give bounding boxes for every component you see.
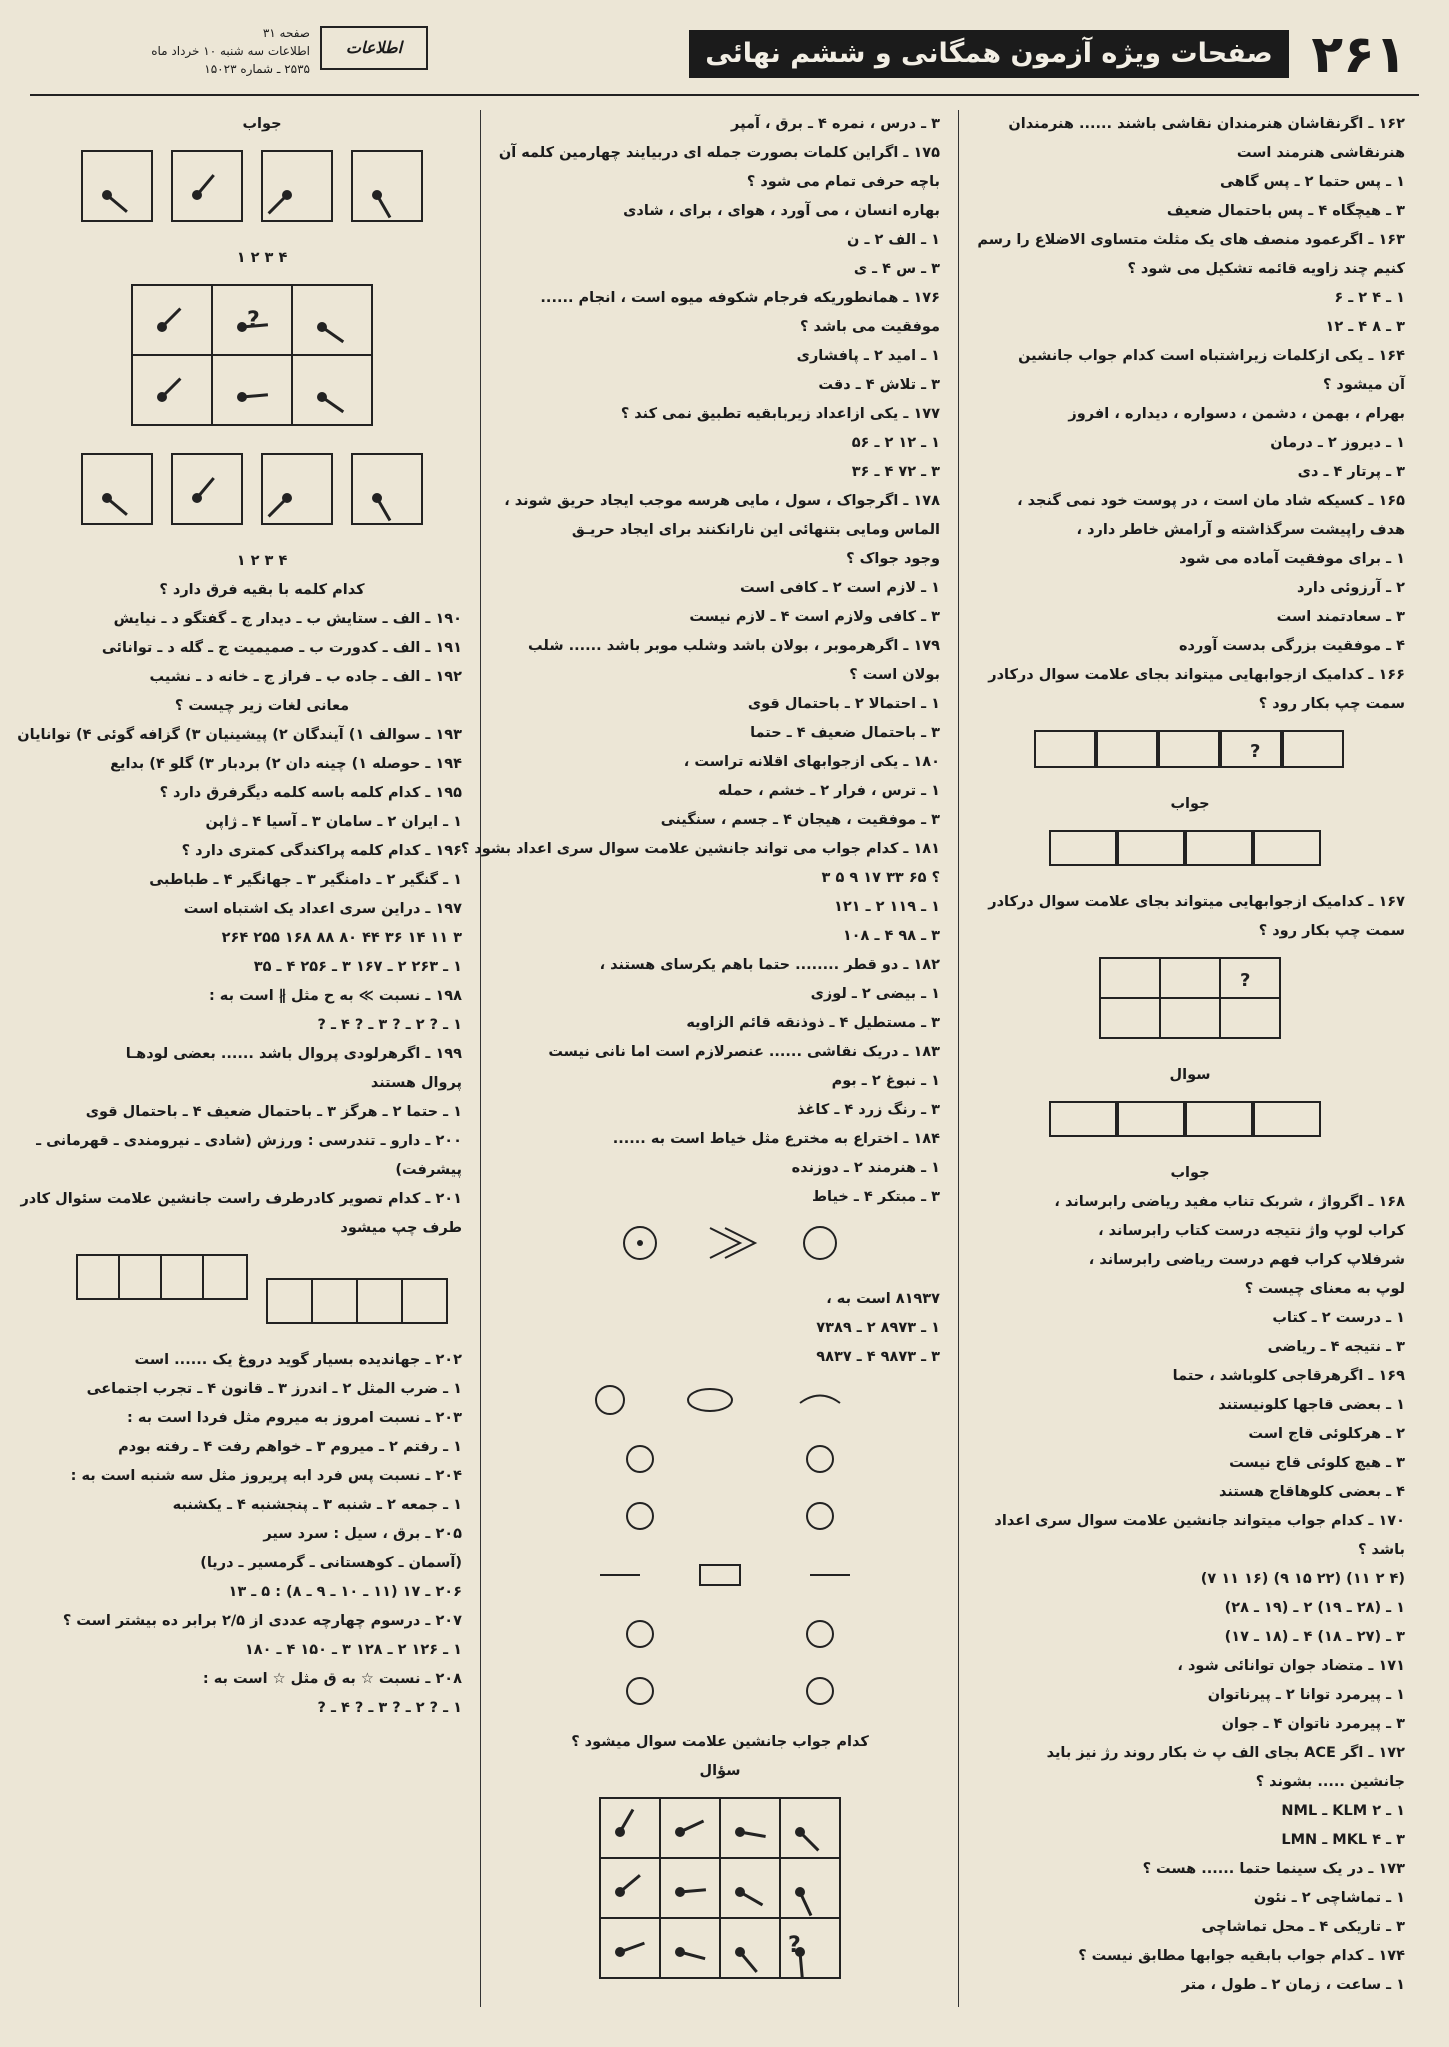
question-line: ۴ ـ بعضی کلوهاقاج هستند bbox=[1219, 1484, 1405, 1500]
question-line: ۳ ـ ۸ ۴ ـ ۱۲ bbox=[1325, 319, 1405, 335]
question-line: ۲۰۶ ـ ۱۷ (۱۱ ـ ۱۰ ـ ۹ ـ ۸) : ۵ ـ ۱۳ bbox=[228, 1584, 462, 1600]
svg-text:?: ? bbox=[788, 1933, 801, 1958]
question-line: موفقیت می باشد ؟ bbox=[800, 319, 940, 335]
question-line: ۳ ـ باحتمال ضعیف ۴ ـ حتما bbox=[750, 725, 940, 741]
question-line: ۱۸۲ ـ دو قطر ........ حتما باهم یکرسای هستند ، bbox=[599, 957, 940, 973]
question-line: ۳ ـ تاریکی ۴ ـ محل تماشاچی bbox=[1201, 1919, 1405, 1935]
question-line: ۱ ـ گنگیر ۲ ـ دامنگیر ۳ ـ جهانگیر ۴ ـ طباطبی bbox=[149, 872, 462, 888]
question-line: ۳ ـ هیچ کلوئی قاج نیست bbox=[1229, 1455, 1405, 1471]
question-line: ۱۹۲ ـ الف ـ جاده ب ـ فراز ج ـ خانه د ـ نشیب bbox=[149, 669, 462, 685]
svg-text:?: ? bbox=[247, 308, 260, 333]
question-line: ۱۷۴ ـ کدام جواب بابقیه جوابها مطابق نیست ؟ bbox=[1078, 1948, 1405, 1964]
question-line: ۲۰۸ ـ نسبت ☆ به ق مثل ☆ است به : bbox=[202, 1671, 462, 1687]
question-line: ۳ ـ پیرمرد ناتوان ۴ ـ جوان bbox=[1221, 1716, 1405, 1732]
question-line: ۱۹۳ ـ سوالف ۱) آیندگان ۲) پیشینیان ۳) گزافه گوئی ۴) توانایان bbox=[17, 727, 462, 743]
question-line: ۳ ـ موفقیت ، هیجان ۴ ـ جسم ، سنگینی bbox=[660, 812, 940, 828]
question-line: ۱ ـ ? ۲ ـ ? ۳ ـ ? ۴ ـ ? bbox=[317, 1700, 462, 1716]
question-line: وجود جواک ؟ bbox=[846, 551, 940, 567]
question-line: الماس ومایی بتنهائی این نارانکنند برای ایجاد حریـق bbox=[571, 522, 940, 538]
svg-text:?: ? bbox=[1240, 970, 1251, 991]
question-line: کراب لوپ واژ نتیجه درست کتاب رابرساند ، bbox=[1098, 1223, 1405, 1239]
question-line: کدام کلمه با بقیه فرق دارد ؟ bbox=[159, 582, 365, 598]
question-line: ۱ ـ ۱۲ ۲ ـ ۵۶ bbox=[851, 435, 940, 451]
puzzle-figure bbox=[500, 1378, 940, 1433]
question-line: بهرام ، بهمن ، دشمن ، دسواره ، دیداره ، افروز bbox=[1068, 406, 1405, 422]
question-line: معانی لغات زیر چیست ؟ bbox=[174, 698, 350, 714]
question-line: ۱۶۹ ـ اگرهرقاجی کلوباشد ، حتما bbox=[1172, 1368, 1405, 1384]
question-line: (۴ ۲ ۱۱) (۲۲ ۱۵ ۹) (۱۶ ۱۱ ۷) bbox=[1200, 1571, 1405, 1587]
question-line: ۱۶۵ ـ کسیکه شاد مان است ، در پوست خود نمی گنجد ، bbox=[1017, 493, 1405, 509]
puzzle-figure bbox=[500, 1496, 940, 1547]
question-line: ۱ ـ برای موفقیت آماده می شود bbox=[1179, 551, 1405, 567]
puzzle-figure bbox=[975, 1096, 1405, 1153]
puzzle-figure bbox=[975, 952, 1405, 1055]
question-line: ۱ ـ ۱۲۶ ۲ ـ ۱۲۸ ۳ ـ ۱۵۰ ۴ ـ ۱۸۰ bbox=[244, 1642, 462, 1658]
masthead-info bbox=[80, 24, 310, 78]
question-line: کدام جواب جانشین علامت سوال میشود ؟ bbox=[571, 1734, 869, 1750]
question-line: بهاره انسان ، می آورد ، هوای ، برای ، شادی bbox=[623, 203, 940, 219]
question-line: ۱ ـ رفتم ۲ ـ میروم ۳ ـ خواهم رفت ۴ ـ رفته بودم bbox=[118, 1439, 462, 1455]
question-line: ۱۶۳ ـ اگرعمود منصف های یک مثلث متساوی الاضلاع را رسم bbox=[977, 232, 1405, 248]
question-line: ۴ ۳ ۲ ۱ bbox=[236, 553, 288, 569]
puzzle-figure bbox=[500, 1439, 940, 1490]
masthead bbox=[30, 22, 500, 88]
question-line: ۱ ـ ساعت ، زمان ۲ ـ طول ، متر bbox=[1181, 1977, 1405, 1993]
question-line: ۱۷۲ ـ اگر ACE بجای الف پ ث بکار روند رژ نیز باید bbox=[1046, 1745, 1405, 1761]
page-number: ۲۶۱ bbox=[1311, 25, 1407, 85]
question-line: ۳ ـ سعادتمند است bbox=[1276, 609, 1405, 625]
question-line: ۱۷۹ ـ اگرهرموبر ، بولان باشد وشلب موبر باشد ...... شلب bbox=[528, 638, 940, 654]
question-line: ۱ ـ لازم است ۲ ـ کافی است bbox=[740, 580, 940, 596]
section-banner: صفحات ویژه آزمون همگانی و ششم نهائی bbox=[689, 30, 1289, 78]
question-line: ۱۷۷ ـ یکی ازاعداد زیربابقیه تطبیق نمی کند ؟ bbox=[620, 406, 940, 422]
svg-text:?: ? bbox=[1250, 741, 1261, 762]
column-divider bbox=[958, 110, 959, 2007]
puzzle-figure bbox=[500, 1671, 940, 1722]
question-line: ۱۸۱ ـ کدام جواب می تواند جانشین علامت سوال سری اعداد بشود ؟ bbox=[460, 841, 940, 857]
question-line: ۳ ـ پرتار ۴ ـ دی bbox=[1297, 464, 1405, 480]
question-line: کنیم چند زاویه قائمه تشکیل می شود ؟ bbox=[1127, 261, 1405, 277]
question-line: ۱۶۶ ـ کدامیک ازجوابهایی میتواند بجای علامت سوال درکادر bbox=[988, 667, 1405, 683]
question-line: ۱۷۸ ـ اگرجواک ، سول ، مایی هرسه موجب ایجاد حریق شوند ، bbox=[504, 493, 940, 509]
question-line: ۳ ـ هیچگاه ۴ ـ پس باحتمال ضعیف bbox=[1166, 203, 1405, 219]
newspaper-logo: اطلاعات bbox=[320, 26, 428, 70]
question-line: ۱ ـ ضرب المثل ۲ ـ اندرز ۳ ـ قانون ۴ ـ تجرب اجتماعی bbox=[86, 1381, 462, 1397]
header-rule bbox=[30, 94, 1419, 96]
question-line: ۳ ـ نتیجه ۴ ـ ریاضی bbox=[1267, 1339, 1405, 1355]
question-line: باشد ؟ bbox=[1358, 1542, 1405, 1558]
mast-issue: ۲۵۳۵ ـ شماره ۱۵۰۲۳ bbox=[204, 62, 310, 76]
question-line: ۲۰۳ ـ نسبت امروز به میروم مثل فردا است به : bbox=[127, 1410, 462, 1426]
question-line: ۲۰۱ ـ کدام تصویر کادرطرف راست جانشین علامت سئوال کادر bbox=[20, 1191, 462, 1207]
question-line: ۱۹۵ ـ کدام کلمه باسه کلمه دیگرفرق دارد ؟ bbox=[159, 785, 462, 801]
question-line: ۱۷۳ ـ در یک سینما حتما ...... هست ؟ bbox=[1142, 1861, 1405, 1877]
puzzle-figure bbox=[62, 1249, 462, 1340]
question-line: ۱۹۶ ـ کدام کلمه پراکندگی کمتری دارد ؟ bbox=[181, 843, 462, 859]
question-line: ۱ ـ KLM ۲ ـ NML bbox=[1281, 1803, 1405, 1819]
question-line: ۲۰۰ ـ دارو ـ تندرسی : ورزش (شادی ـ نیرومندی ـ قهرمانی ـ bbox=[36, 1133, 462, 1149]
question-line: ۱ ـ دیروز ۲ ـ درمان bbox=[1270, 435, 1405, 451]
question-line: ۱۷۱ ـ متضاد جوان توانائی شود ، bbox=[1177, 1658, 1405, 1674]
question-line: ۳ ۱۱ ۱۴ ۳۶ ۴۴ ۸۰ ۸۸ ۱۶۸ ۲۵۵ ۲۶۴ bbox=[221, 930, 462, 946]
question-line: ۱۷۰ ـ کدام جواب میتواند جانشین علامت سوال سری اعداد bbox=[994, 1513, 1405, 1529]
question-line: ۳ ـ مبتکر ۴ ـ خیاط bbox=[811, 1189, 940, 1205]
question-line: ۱۹۱ ـ الف ـ کدورت ب ـ صمیمیت ج ـ گله د ـ توانائی bbox=[101, 640, 462, 656]
question-line: ۱ ـ ۸۹۷۳ ۲ ـ ۷۳۸۹ bbox=[816, 1320, 940, 1336]
question-line: ۳ ـ ۹۸۷۳ ۴ ـ ۹۸۳۷ bbox=[816, 1349, 940, 1365]
question-line: پیشرفت) bbox=[395, 1162, 462, 1178]
question-line: ۴ ۳ ۲ ۱ bbox=[236, 250, 288, 266]
question-line: ۱۸۳ ـ دریک نقاشی ...... عنصرلازم است اما نانی نیست bbox=[548, 1044, 940, 1060]
question-line: ۲ ـ آرزوئی دارد bbox=[1297, 580, 1405, 596]
question-line: ۳ ـ ۷۲ ۴ ـ ۳۶ bbox=[851, 464, 940, 480]
question-line: ۳ ـ MKL ۴ ـ LMN bbox=[1281, 1832, 1405, 1848]
question-line: ۱ ـ بیضی ۲ ـ لوزی bbox=[810, 986, 940, 1002]
question-line: لوپ به معنای چیست ؟ bbox=[1244, 1281, 1405, 1297]
question-line: ۱۹۸ ـ نسبت ≫ به ح مثل ∦ است به : bbox=[208, 988, 462, 1004]
question-line: پروال هستند bbox=[370, 1075, 462, 1091]
question-line: ۲ ـ هرکلوئی قاج است bbox=[1248, 1426, 1405, 1442]
question-line: باچه حرفی تمام می شود ؟ bbox=[746, 174, 940, 190]
puzzle-figure bbox=[975, 825, 1405, 882]
question-line: ۱۷۶ ـ همانطوریکه فرجام شکوفه میوه است ، انجام ...... bbox=[540, 290, 940, 306]
question-line: ۱۹۰ ـ الف ـ ستایش ب ـ دیدار ج ـ گفتگو د ـ نیایش bbox=[113, 611, 462, 627]
question-line: ۲۰۲ ـ جهاندیده بسیار گوید دروغ یک ...... است bbox=[134, 1352, 462, 1368]
question-line: سمت چپ بکار رود ؟ bbox=[1258, 696, 1405, 712]
question-line: ؟ ۶۵ ۳۳ ۱۷ ۹ ۵ ۳ bbox=[821, 870, 940, 886]
question-line: ۱ ـ ۱۱۹ ۲ ـ ۱۲۱ bbox=[833, 899, 940, 915]
question-line: ۲۰۷ ـ درسوم چهارچه عددی از ۲/۵ برابر ده بیشتر است ؟ bbox=[62, 1613, 462, 1629]
question-line: ۳ ـ س ۴ ـ ی bbox=[853, 261, 940, 277]
question-line: ۳ ـ درس ، نمره ۴ ـ برق ، آمپر bbox=[731, 116, 940, 132]
question-line: ۱ ـ تماشاچی ۲ ـ نئون bbox=[1253, 1890, 1405, 1906]
question-line: ۳ ـ مستطیل ۴ ـ ذوذنقه قائم الزاویه bbox=[686, 1015, 940, 1031]
question-line: ۱ ـ ایران ۲ ـ سامان ۳ ـ آسیا ۴ ـ ژاپن bbox=[205, 814, 462, 830]
question-line: ۱۹۴ ـ حوصله ۱) چینه دان ۲) بردبار ۳) گلو ۴) بدایع bbox=[110, 756, 462, 772]
question-line: ۴ ـ موفقیت بزرگی بدست آورده bbox=[1179, 638, 1405, 654]
question-line: ۱۸۴ ـ اختراع به مخترع مثل خیاط است به ...... bbox=[612, 1131, 940, 1147]
puzzle-figure bbox=[500, 1614, 940, 1665]
question-line: شرفلاپ کراب فهم درست ریاضی رابرساند ، bbox=[1088, 1252, 1405, 1268]
question-line: سؤال bbox=[699, 1763, 741, 1779]
mast-page: صفحه ۳۱ bbox=[262, 26, 310, 40]
puzzle-figure bbox=[62, 279, 462, 442]
puzzle-figure bbox=[975, 725, 1405, 784]
column-divider bbox=[480, 110, 481, 2007]
question-line: ۱ ـ بعضی قاجها کلونیستند bbox=[1218, 1397, 1405, 1413]
puzzle-figure bbox=[500, 1553, 940, 1608]
question-line: هدف راپیشت سرگذاشته و آرامش خاطر دارد ، bbox=[1076, 522, 1405, 538]
question-line: ۱ ـ پیرمرد توانا ۲ ـ پیرناتوان bbox=[1207, 1687, 1405, 1703]
question-line: ۱ ـ نبوغ ۲ ـ بوم bbox=[831, 1073, 940, 1089]
question-line: (آسمان ـ کوهستانی ـ گرمسیر ـ دریا) bbox=[200, 1555, 462, 1571]
mast-date: اطلاعات سه شنبه ۱۰ خرداد ماه bbox=[151, 44, 310, 58]
question-line: هنرنقاشی هنرمند است bbox=[1236, 145, 1405, 161]
question-line: بولان است ؟ bbox=[849, 667, 940, 683]
question-line: ۱۸۰ ـ یکی ازجوابهای اقلانه تراست ، bbox=[683, 754, 940, 770]
puzzle-figure bbox=[500, 1792, 940, 1995]
question-line: ۱ ـ الف ۲ ـ ن bbox=[847, 232, 940, 248]
question-line: ۳ ـ کافی ولازم است ۴ ـ لازم نیست bbox=[689, 609, 940, 625]
question-line: ۱ ـ حتما ۲ ـ هرگز ۳ ـ باحتمال ضعیف ۴ ـ باحتمال قوی bbox=[85, 1104, 462, 1120]
question-line: ۱ ـ ? ۲ ـ ? ۳ ـ ? ۴ ـ ? bbox=[317, 1017, 462, 1033]
question-line: ۲۰۴ ـ نسبت پس فرد ابه پریروز مثل سه شنبه است به : bbox=[70, 1468, 462, 1484]
question-line: آن میشود ؟ bbox=[1322, 377, 1405, 393]
question-line: جواب bbox=[1170, 796, 1210, 812]
question-line: ۳ ـ رنگ زرد ۴ ـ کاغذ bbox=[797, 1102, 940, 1118]
question-line: ۸۱۹۳۷ است به ، bbox=[826, 1291, 940, 1307]
question-line: ۱ ـ پس حتما ۲ ـ پس گاهی bbox=[1220, 174, 1405, 190]
question-line: جواب bbox=[1170, 1165, 1210, 1181]
question-line: جانشین ..... بشوند ؟ bbox=[1255, 1774, 1405, 1790]
column-left bbox=[17, 110, 462, 2007]
question-line: سمت چپ بکار رود ؟ bbox=[1258, 923, 1405, 939]
question-line: طرف چپ میشود bbox=[340, 1220, 462, 1236]
question-line: ۱۶۷ ـ کدامیک ازجوابهایی میتواند بجای علامت سوال درکادر bbox=[988, 894, 1405, 910]
question-line: ۲۰۵ ـ برق ، سیل : سرد سیر bbox=[263, 1526, 462, 1542]
question-line: ۱ ـ (۲۸ ـ ۱۹) ۲ ـ (۱۹ ـ ۲۸) bbox=[1224, 1600, 1405, 1616]
question-line: ۱۶۴ ـ یکی ازکلمات زیراشتباه است کدام جواب جانشین bbox=[1018, 348, 1405, 364]
question-line: ۱ ـ احتمالا ۲ ـ باحتمال قوی bbox=[747, 696, 940, 712]
question-line: ۱۶۲ ـ اگرنقاشان هنرمندان نقاشی باشند ...... هنرمندان bbox=[1008, 116, 1405, 132]
puzzle-figure bbox=[62, 145, 462, 238]
column-middle bbox=[460, 110, 940, 2007]
question-line: ۳ ـ ۹۸ ۴ ـ ۱۰۸ bbox=[842, 928, 940, 944]
question-line: ۱۹۷ ـ دراین سری اعداد یک اشتباه است bbox=[183, 901, 462, 917]
question-line: ۱ ـ ۲۶۳ ۲ ـ ۱۶۷ ۳ ـ ۲۵۶ ۴ ـ ۳۵ bbox=[253, 959, 462, 975]
question-line: ۱ ـ درست ۲ ـ کتاب bbox=[1272, 1310, 1405, 1326]
question-line: جواب bbox=[242, 116, 282, 132]
question-line: ۱ ـ هنرمند ۲ ـ دوزنده bbox=[791, 1160, 940, 1176]
question-line: ۱۶۸ ـ اگرواژ ، شربک تناب مفید ریاضی رابرساند ، bbox=[1054, 1194, 1405, 1210]
page-header bbox=[30, 22, 1419, 88]
question-line: سوال bbox=[1169, 1067, 1211, 1083]
question-line: ۱ ـ ۴ ۲ ـ ۶ bbox=[1334, 290, 1405, 306]
question-line: ۱ ـ امید ۲ ـ پافشاری bbox=[796, 348, 940, 364]
question-line: ۱ ـ ترس ، فرار ۲ ـ خشم ، حمله bbox=[718, 783, 940, 799]
puzzle-figure bbox=[62, 448, 462, 541]
question-line: ۳ ـ تلاش ۴ ـ دقت bbox=[818, 377, 940, 393]
question-line: ۳ ـ (۲۷ ـ ۱۸) ۴ ـ (۱۸ ـ ۱۷) bbox=[1224, 1629, 1405, 1645]
question-line: ۱۷۵ ـ اگراین کلمات بصورت جمله ای دربیایند چهارمین کلمه آن bbox=[498, 145, 940, 161]
column-right bbox=[975, 110, 1405, 2007]
question-line: ۱۹۹ ـ اگرهرلودی پروال باشد ...... بعضی لودهـا bbox=[125, 1046, 462, 1062]
question-line: ۱ ـ جمعه ۲ ـ شنبه ۳ ـ پنجشنبه ۴ ـ یکشنبه bbox=[172, 1497, 462, 1513]
puzzle-figure bbox=[500, 1218, 940, 1279]
